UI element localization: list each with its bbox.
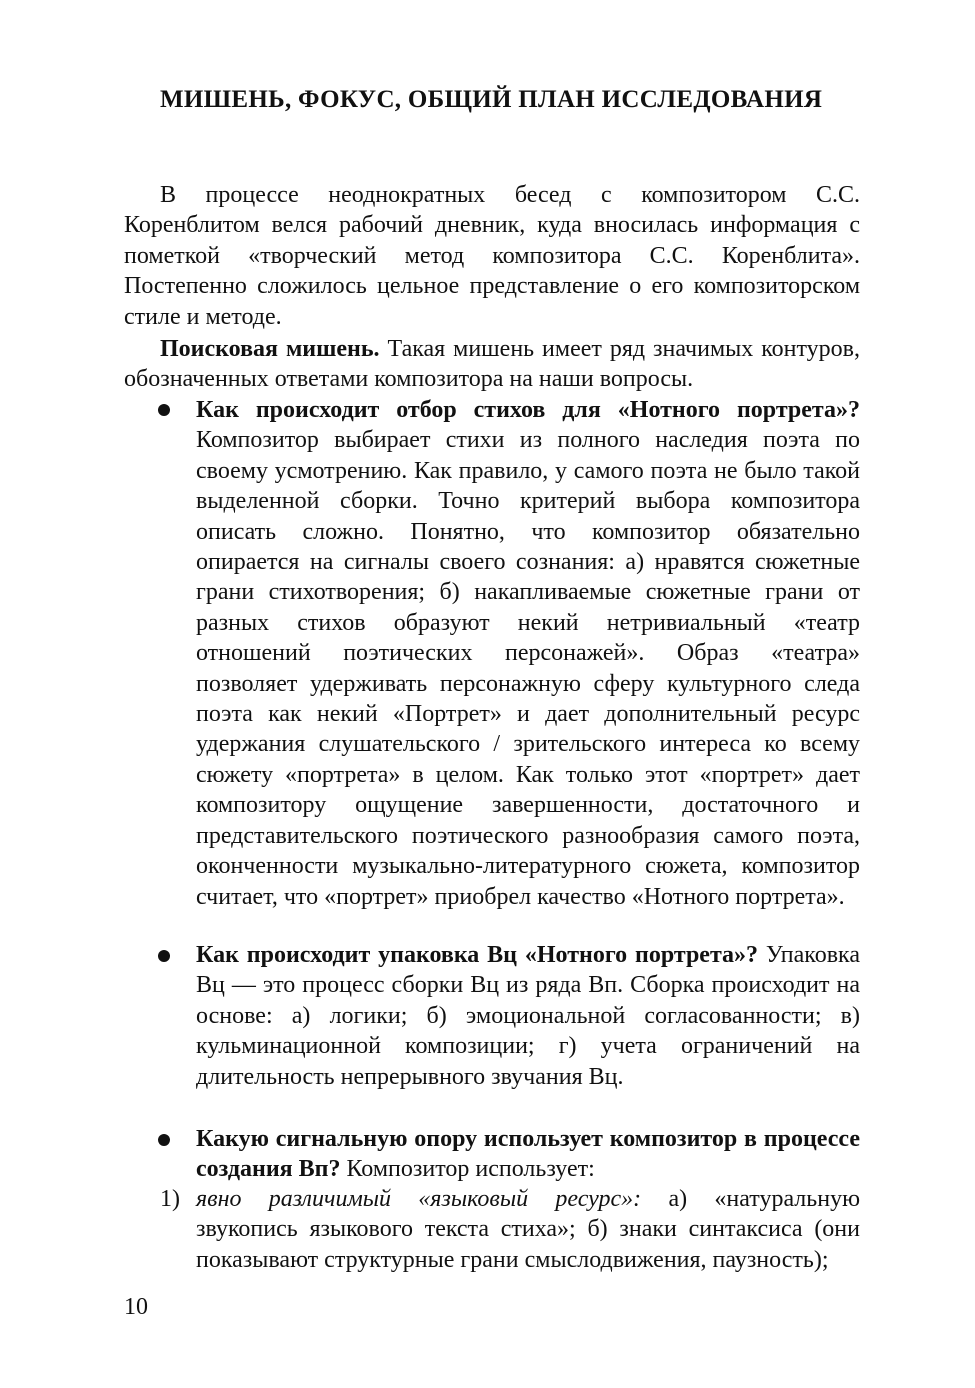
bullet-answer: Композитор выбирает стихи из полного наследия поэта по своему усмотрению. Как правило, у самого поэта не было такой выделенной сборки. Точно критерий выбора композитора описать сложно. Понятно, что композитор обязательно опирается на сигналы своего сознания: а) нравятся сюжетные грани стихотворения; б) накапливаемые сюжетные грани от разных стихов образуют некий нетривиальный «театр отношений поэтических персонажей». Образ «театра» позволяет удерживать персонажную сферу культурного следа поэта как некий «Портрет» и дает дополнительный ресурс удержания слушательского / зрительского интереса ко всему сюжету «портрета» в целом. Как только этот «портрет» дает композитору ощущение завершенности, достаточного и представительского поэтического разнообразия самого поэта, оконченности музыкально-литературного сюжета, композитор считает, что «портрет» приобрел качество «Нотного портрета». — [196, 427, 860, 910]
bullet-question: Как происходит упаковка Вц «Нотного портрета»? — [196, 942, 759, 968]
page-heading: МИШЕНЬ, ФОКУС, ОБЩИЙ ПЛАН ИССЛЕДОВАНИЯ — [160, 86, 823, 113]
page-number: 10 — [124, 1294, 148, 1320]
bullet-item-selection — [196, 395, 860, 912]
search-target-text: Такая мишень имеет ряд значимых контуров, обозначенных ответами композитора на наши вопросы. — [124, 336, 860, 393]
bullet-icon — [158, 1134, 170, 1146]
bullet-answer: Композитор использует: — [340, 1156, 595, 1183]
numbered-item-body — [196, 1184, 860, 1275]
numbered-item-italic: явно различимый «языковый ресурс»: — [196, 1186, 642, 1212]
bullet-question: Как происходит отбор стихов для «Нотного портрета»? — [196, 397, 860, 423]
bullet-icon — [158, 404, 170, 416]
search-target-paragraph — [124, 334, 860, 395]
numbered-item-text: а) «натуральную звукопись языкового текста стиха»; б) знаки синтаксиса (они показывают структурные грани смыслодвижения, паузность); — [196, 1186, 861, 1273]
numbered-item-number: 1) — [160, 1186, 180, 1212]
bullet-item-packaging — [196, 940, 860, 1092]
intro-paragraph — [124, 180, 860, 332]
intro-text: В процессе неоднократных бесед с композитором С.С. Коренблитом велся рабочий дневник, куда вносилась информация с пометкой «творческий метод композитора С.С. Коренблита». Постепенно сложилось цельное представление о его композиторском стиле и методе. — [124, 182, 860, 330]
search-target-lead: Поисковая мишень. — [160, 336, 380, 362]
numbered-item — [160, 1184, 860, 1275]
bullet-icon — [158, 950, 170, 962]
bullet-item-signal-support — [196, 1124, 860, 1185]
bullet-question: Какую сигнальную опору использует композитор в процессе создания Вп? — [196, 1126, 860, 1183]
bullet-answer: Упаковка Вц — это процесс сборки Вц из ряда Вп. Сборка происходит на основе: а) логики; б) эмоциональной согласованности; в) кульминационной композиции; г) учета ограничений на длительность непрерывного звучания Вц. — [196, 942, 860, 1090]
